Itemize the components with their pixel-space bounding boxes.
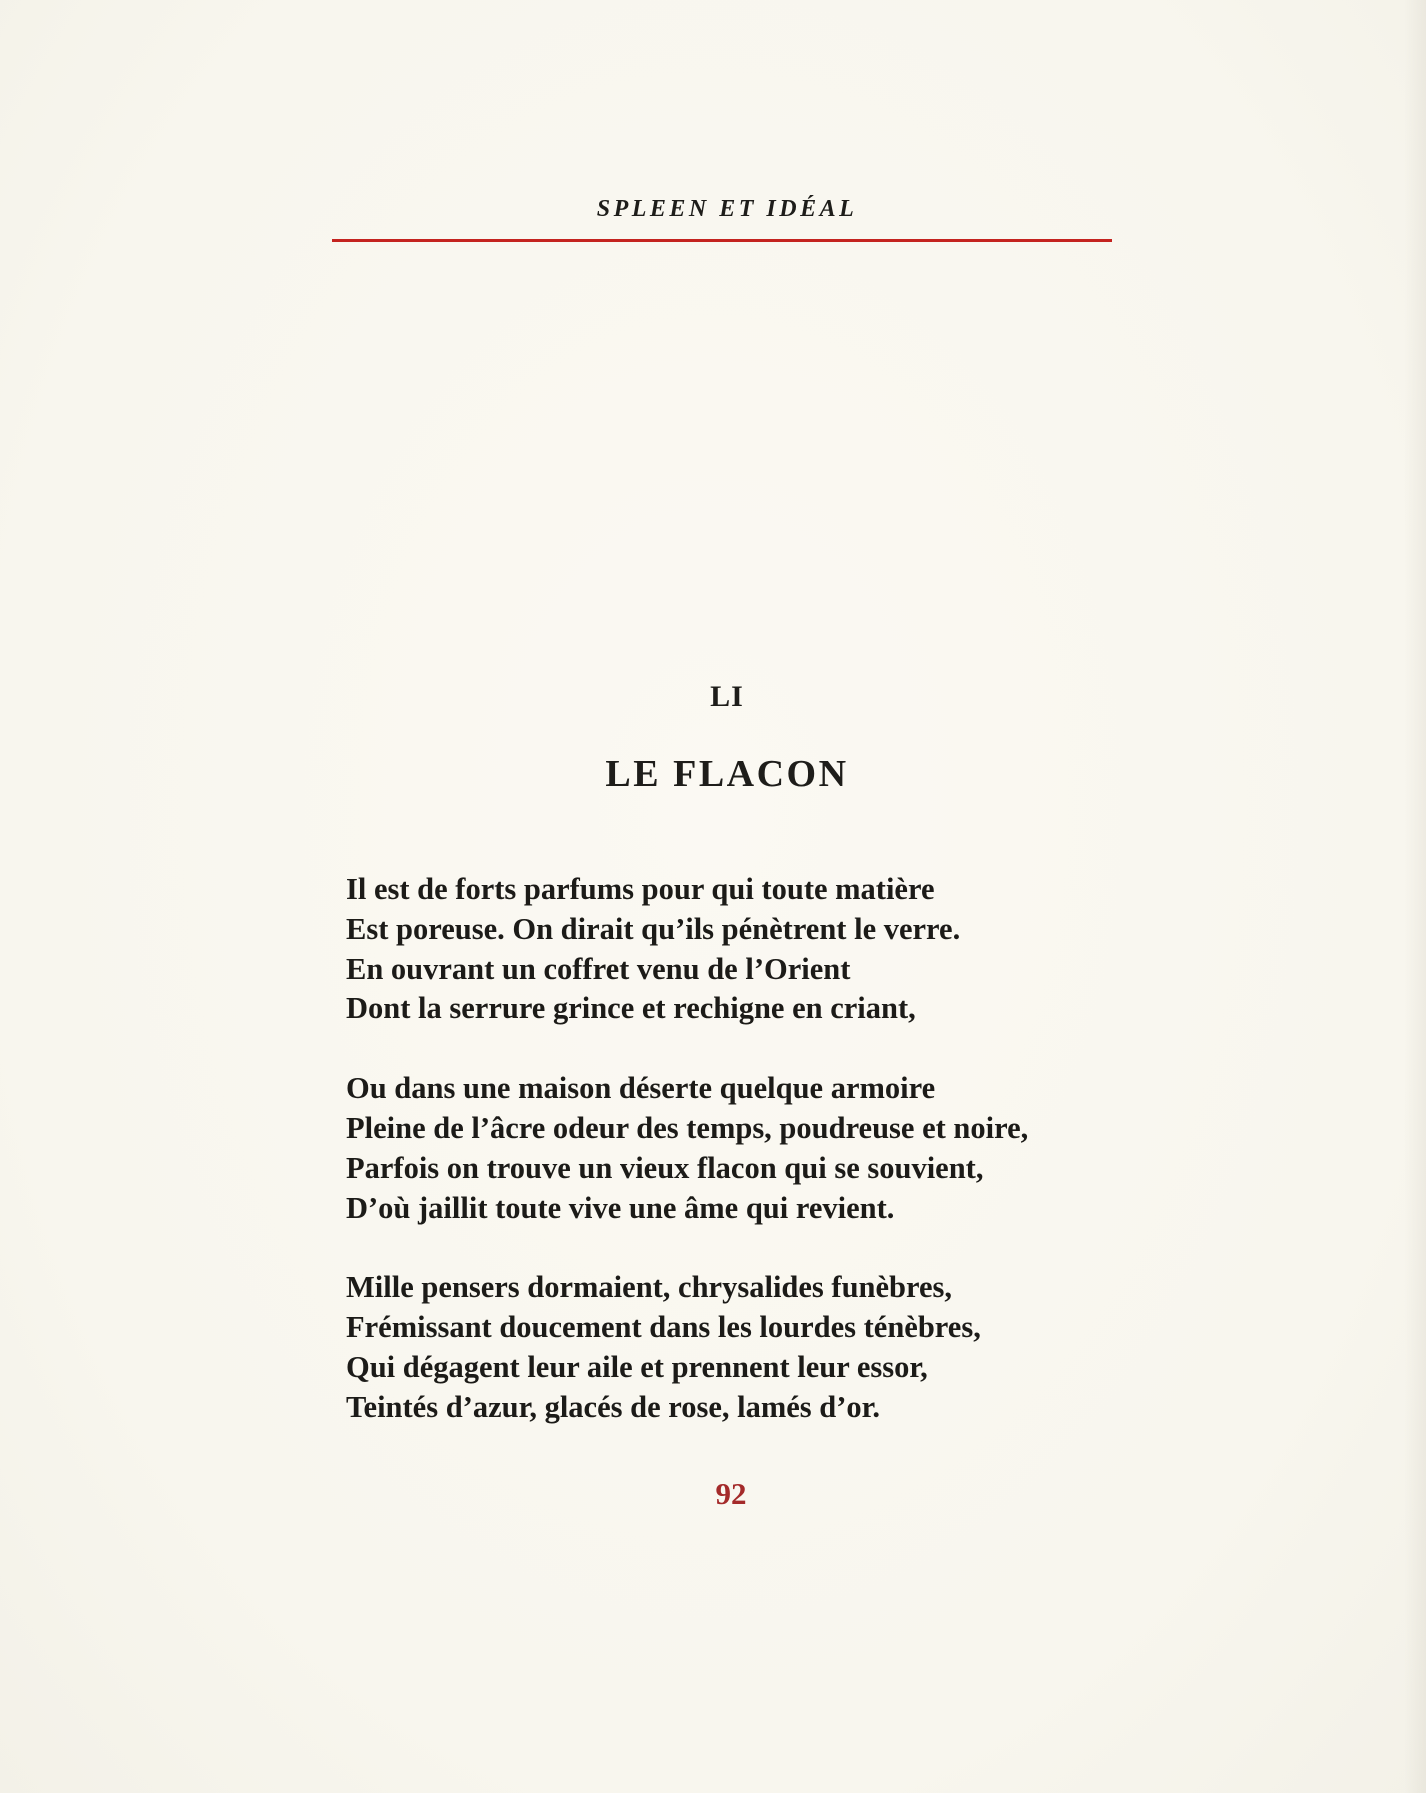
verse-line: Frémissant doucement dans les lourdes ténèbres,: [346, 1310, 981, 1345]
page-number: 92: [715, 1476, 747, 1511]
verse-line: En ouvrant un coffret venu de l’Orient: [346, 951, 851, 986]
poem-body: [346, 870, 1146, 1468]
verse-line: Il est de forts parfums pour qui toute matière: [346, 872, 935, 906]
verse-line: Qui dégagent leur aile et prennent leur essor,: [346, 1349, 928, 1384]
page-edge-shadow: [1404, 0, 1426, 1793]
poem-number: LI: [710, 680, 744, 713]
verse-line: Est poreuse. On dirait qu’ils pénètrent le verre.: [346, 911, 961, 946]
stanza-3: [346, 1268, 1146, 1427]
verse-line: Pleine de l’âcre odeur des temps, poudreuse et noire,: [346, 1110, 1029, 1145]
stanza-2: [346, 1069, 1146, 1228]
stanza-1: [346, 870, 1146, 1029]
verse-line: Teintés d’azur, glacés de rose, lamés d’or.: [346, 1389, 881, 1424]
poem-title: LE FLACON: [605, 753, 849, 795]
verse-line: D’où jaillit toute vive une âme qui revient.: [346, 1190, 895, 1225]
running-head: SPLEEN ET IDÉAL: [596, 196, 858, 222]
running-head-rule: [332, 239, 1112, 242]
verse-line: Mille pensers dormaient, chrysalides funèbres,: [346, 1270, 953, 1305]
verse-line: Dont la serrure grince et rechigne en criant,: [346, 991, 916, 1026]
verse-line: Parfois on trouve un vieux flacon qui se souvient,: [346, 1150, 984, 1185]
verse-line: Ou dans une maison déserte quelque armoire: [346, 1071, 936, 1106]
